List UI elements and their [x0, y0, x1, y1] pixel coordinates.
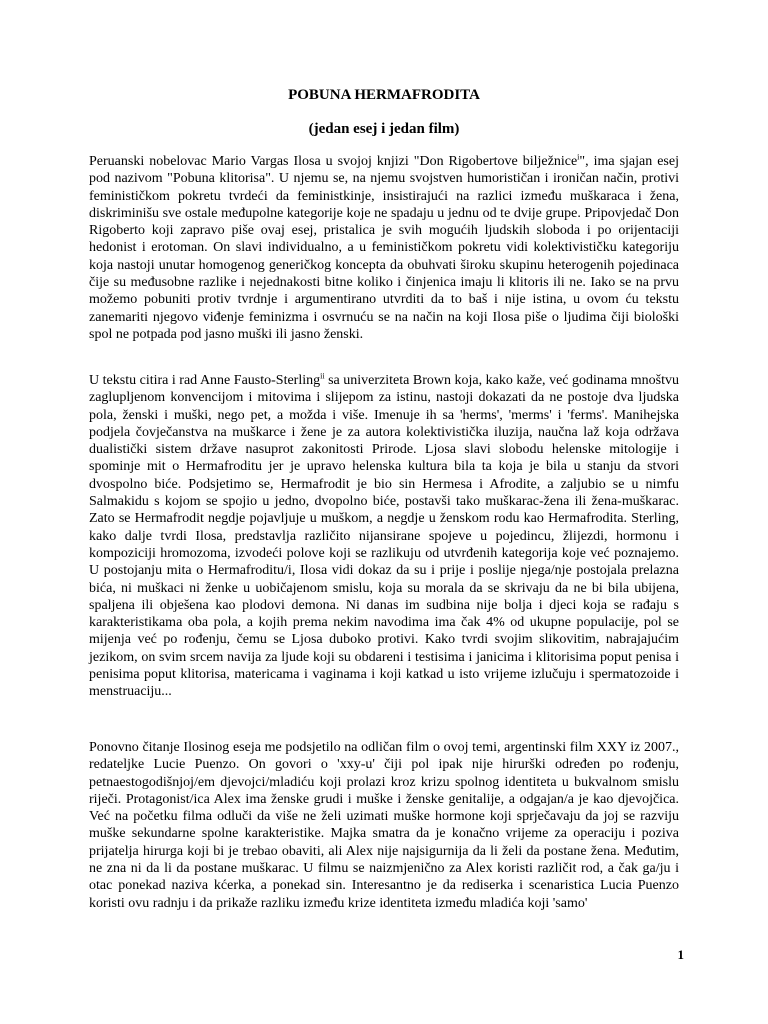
footnote-marker-ii[interactable]: ii — [320, 371, 325, 381]
paragraph-1-text-start: Peruanski nobelovac Mario Vargas Ilosa u svojoj knjizi "Don Rigobertove bilježnice — [89, 154, 578, 169]
paragraph-3 — [89, 739, 679, 912]
paragraph-1 — [89, 153, 679, 343]
document-title: POBUNA HERMAFRODITA — [288, 87, 480, 103]
paragraph-2-text-start: U tekstu citira i rad Anne Fausto-Sterling — [89, 373, 321, 388]
paragraph-2 — [89, 372, 679, 701]
paragraph-2-text-end: sa univerziteta Brown koja, kako kaže, već godinama mnoštvu zaglupljenom konvencijom i mitovima i slijepom za istinu, nastoji dokazati da ne postoje dva ljudska pola, ženski i muški, nego pet, a možda i više. Imenuje ih sa 'herms', 'merms' i 'ferms'. Manihejska podjela čovječanstva na muškarce i žene je za autora kolektivistička iluzija, naučna laž koja održava dualistički sistem države nasuprot zakonitosti Prirode. Ljosa slavi slobodu helenske mitologije i spominje mit o Hermafroditu jer je upravo helenska kultura bila ta koja je bila u stanju da stvori dvospolno biće. Podsjetimo se, Hermafrodit je bio sin Hermesa i Afrodite, a zaljubio se u nimfu Salmakidu s kojom se spojio u jedno, dvopolno biće, postavši tako muškarac-žena ili žena-muškarac. Zato se Hermafrodit negdje pojavljuje u muškom, a negdje u ženskom rodu kao Hermafrodita. Sterling, kako dalje tvrdi Ilosa, predstavlja različito nijansirane spojeve u pojedincu, žlijezdi, hormonu i kompoziciji hromozoma, izvodeći polove koji se razlikuju od utvrđenih kategorija koje već poznajemo. U postojanju mita o Hermafroditu/i, Ilosa vidi dokaz da su i prije i poslije njega/nje postojala prelazna bića, ni muškaci ni ženke u uobičajenom smislu, koja su morala da se skrivaju da ne bi bila ubijena, spaljena ili obješena kao plodovi demona. Ni danas im sudbina nije bolja i djeci koja se rađaju s karakteristikama oba pola, a kojih prema nekim navodima ima čak 4% od ukupne populacije, pol se mijenja već po rođenju, čemu se Ljosa duboko protivi. Kako tvrdi svojim slikovitim, nabrajajućim jezikom, on svim srcem navija za ljude koji su obdareni i testisima i janicima i klitorisima poput penisa i penisima poput klitorisa, matericama i vaginama i koji katkad u isto vrijeme izlučuju i spermatozoide i menstruaciju... — [89, 373, 679, 700]
page-number: 1 — [677, 947, 684, 962]
paragraph-3-text: Ponovno čitanje Ilosinog eseja me podsjetilo na odličan film o ovoj temi, argentinski film XXY iz 2007., redateljke Lucie Puenzo. On govori o 'xxy-u' čiji pol ipak nije hirurški određen po rođenju, petnaestogodišnjoj/em djevojci/mladiću koji prolazi kroz krizu spolnog identiteta u bukvalnom smislu riječi. Protagonist/ica Alex ima ženske grudi i muške i ženske genitalije, a odgajan/a je kao djevojčica. Već na početku filma odluči da više ne želi uzimati muške hormone koji sprječavaju da joj se razviju muške sekundarne spolne karakteristike. Majka smatra da je konačno vrijeme za operaciju i poziva prijatelja hirurga koji bi je trebao obaviti, ali Alex nije najsigurnija da li želi da postane žena. Međutim, ne zna ni da li da postane muškarac. U filmu se naizmjenično za Alex koristi različit rod, a čak ga/ju i otac ponekad naziva kćerka, a ponekad sin. Interesantno je da rediserka i scenaristica Lucia Puenzo koristi ovu radnju i da prikaže razliku između krize identiteta između mladića koji 'samo' — [89, 740, 679, 911]
footnote-marker-i[interactable]: i — [577, 152, 580, 162]
document-subtitle: (jedan esej i jedan film) — [308, 121, 460, 137]
paragraph-1-text-end: ", ima sjajan esej pod nazivom "Pobuna klitorisa". U njemu se, na njemu svojstven humorističan i ironičan način, protivi feminističkom pokretu tvrdeći da feministkinje, insistirajući na razlici između muškaraca i žena, diskriminišu sve ostale međupolne kategorije koje ne spadaju u jednu od te dvije grupe. Pripovjedač Don Rigoberto koji zapravo piše ovaj esej, pristalica je svih mogućih ljudskih sloboda i po orijentaciji hedonist i erotoman. On slavi individualno, a u feminističkom pokretu vidi kolektivističku kategoriju koja nastoji unutar homogenog generičkog koncepta da obuhvati široku skupinu heterogenih pojedinaca čije su međusobne razlike i nejednakosti bitne koliko i činjenica imaju li klitoris ili ne. Iako se na prvu možemo pobuniti protiv tvrdnje i argumentirano utvrditi da to baš i nije istina, u ovom ću tekstu zanemariti njegovo viđenje feminizma i osvrnuću se na način na koji Ilosa piše o ljudima čiji biološki spol ne potpada pod jasno muški ili jasno ženski. — [89, 154, 679, 342]
